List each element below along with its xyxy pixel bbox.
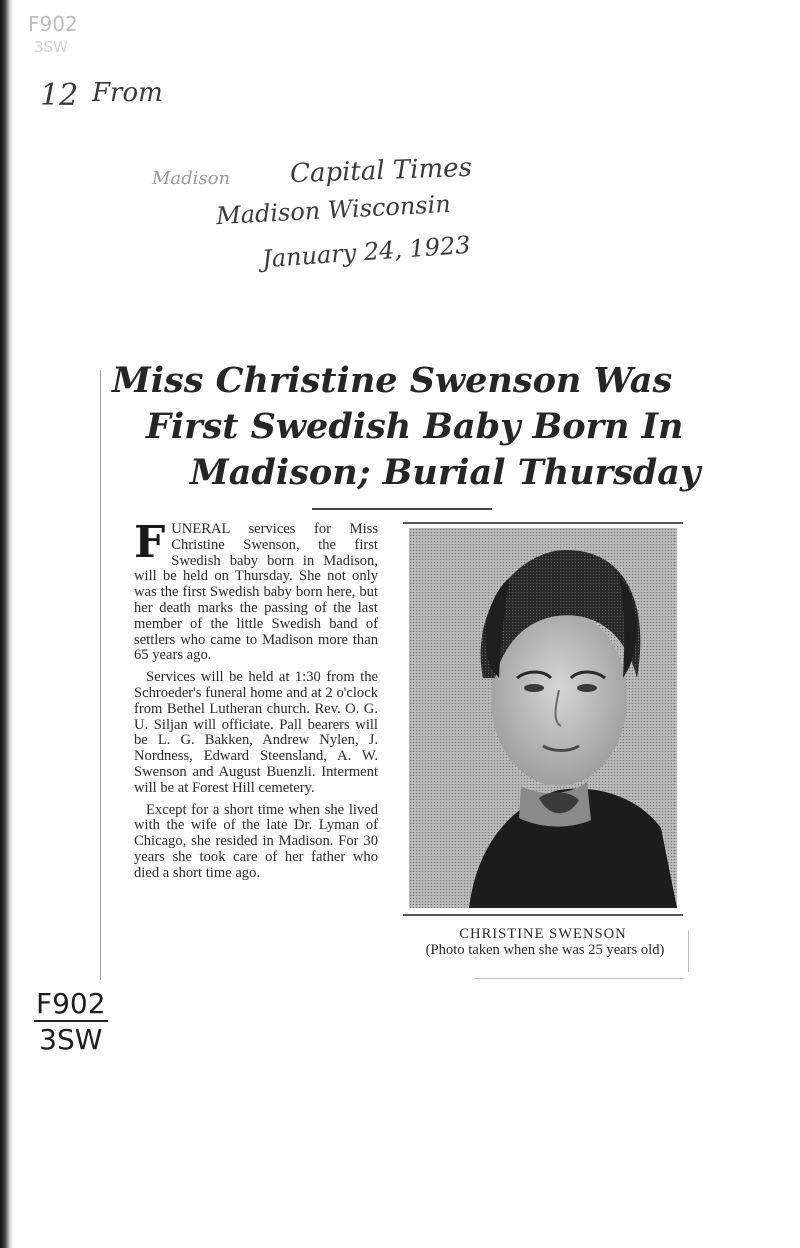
headline-divider [312,508,492,510]
corner-file-code-2: 3SW [34,38,68,56]
photo-caption-name: CHRISTINE SWENSON [459,926,627,942]
date-note: January 24, 1923 [261,230,472,274]
article-paragraph-3: Except for a short time when she lived with the wife of the late Dr. Lyman of Chicago, she resided in Madison. For 30 years she took care of her father who died a short time ago. [134,801,378,881]
clipping-edge-bottom [474,978,684,979]
portrait-photo [409,528,677,908]
headline [112,358,701,496]
photo-caption-note: (Photo taken when she was 25 years old) [425,942,665,958]
scan-edge [0,0,14,1248]
article-paragraph-2: Services will be held at 1:30 from the Schroeder's funeral home and at 2 o'clock from Bethel Lutheran church. Rev. O. G. U. Siljan will officiate. Pall bearers will be L. G. Bakken, Andrew Nylen, J. Nordness, Edward Steensland, A. W. Swenson and August Buenzli. Interment will be at Forest Hill cemetery. [134,669,378,796]
portrait-photo-frame [403,522,683,916]
article-body [134,517,378,888]
headline-line-3: Madison; Burial Thursday [190,452,701,493]
headline-line-2: First Swedish Baby Born In [146,406,684,447]
corner-file-code: F902 [28,12,78,36]
drop-cap: F [134,517,166,568]
from-note: From [92,78,163,108]
file-code-stamp [34,988,108,1058]
file-code-line-2: 3SW [39,1023,103,1056]
clipping-edge-right [688,930,689,972]
article-paragraph-1-text: UNERAL services for Miss Christine Swenson, the first Swedish baby born in Madison, will be held on Thursday. She not only was the first Swedish baby born here, but her death marks the passing of the last member of the little Swedish band of settlers who came to Madison more than 65 years ago. [134,521,378,664]
clipping-edge-left [100,370,101,980]
city-note: Madison Wisconsin [215,189,452,231]
file-code-line-1: F902 [36,987,106,1020]
page-number-note: 12 [40,78,79,113]
newspaper-note: Capital Times [289,152,473,190]
struck-word-note: Madison [152,168,231,189]
headline-line-1: Miss Christine Swenson Was [112,360,673,401]
article-paragraph-1 [134,517,378,664]
